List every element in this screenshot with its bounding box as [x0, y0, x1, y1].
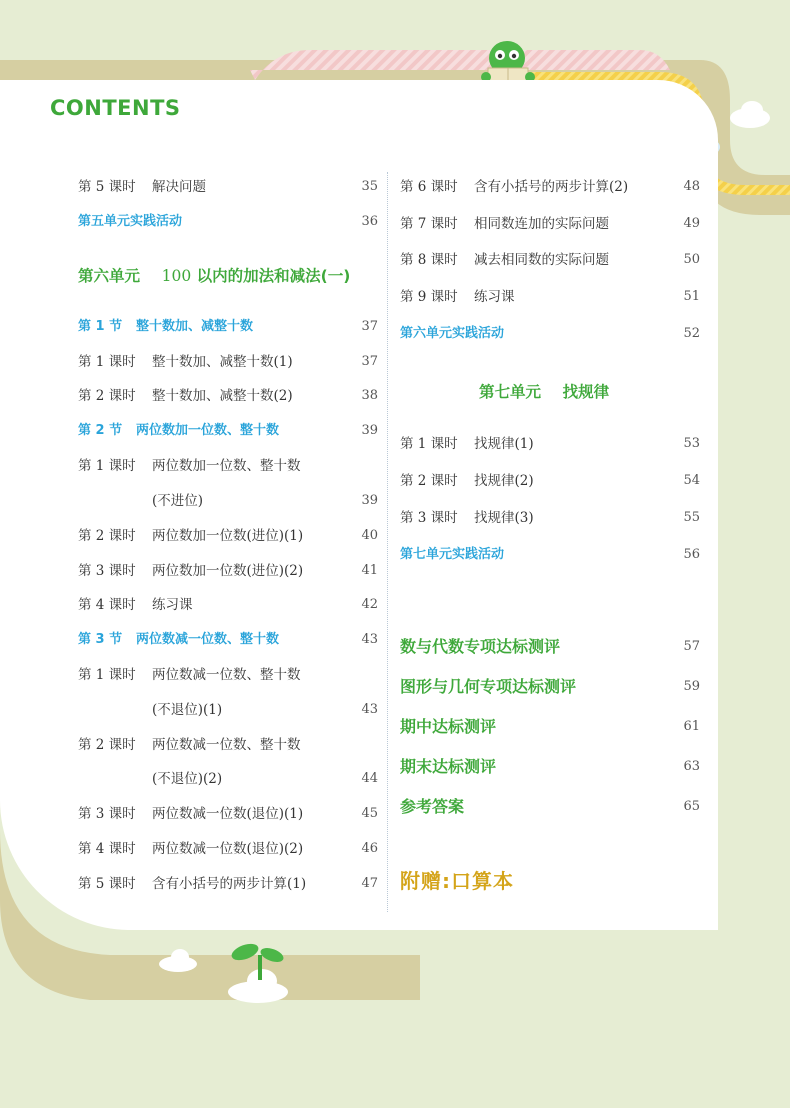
toc-entry-page: 41 [361, 563, 378, 578]
toc-entry-page: 45 [361, 806, 378, 821]
toc-section-entry[interactable] [78, 317, 378, 337]
toc-entry-title: 两位数加一位数(进位)(2) [152, 563, 304, 579]
toc-entry-title: 练习课 [152, 597, 193, 613]
contents-heading: CONTENTS [50, 96, 181, 120]
toc-section-entry[interactable] [78, 421, 378, 441]
toc-entry-page: 53 [683, 436, 700, 451]
gift-note: 附赠:口算本 [400, 869, 514, 893]
toc-entry-title: 整十数加、减整十数(2) [152, 388, 293, 404]
unit-heading[interactable] [78, 264, 350, 286]
toc-entry[interactable] [400, 434, 700, 454]
toc-entry-label: 第 3 课时 [400, 510, 458, 526]
toc-entry-page: 59 [683, 679, 700, 694]
toc-entry-title: 整十数加、减整十数(1) [152, 354, 293, 370]
toc-entry-label: 第 2 课时 [78, 737, 136, 753]
toc-entry-title: 两位数加一位数(进位)(1) [152, 528, 304, 544]
toc-entry-label: 第七单元实践活动 [400, 547, 505, 562]
toc-entry-page: 56 [683, 547, 700, 562]
unit-number: 100 [161, 267, 192, 285]
toc-entry-continuation[interactable] [78, 769, 378, 789]
toc-entry[interactable] [78, 177, 378, 197]
toc-entry-page: 37 [361, 354, 378, 369]
toc-entry-page: 43 [361, 702, 378, 717]
toc-entry-page: 49 [683, 216, 700, 231]
toc-entry-title: (不退位)(2) [152, 771, 223, 787]
unit-label: 第六单元 [78, 267, 141, 285]
toc-entry-page: 52 [683, 326, 700, 341]
toc-test-title: 数与代数专项达标测评 [400, 637, 561, 656]
toc-entry-page: 40 [361, 528, 378, 543]
toc-test-title: 参考答案 [400, 797, 465, 816]
toc-activity-entry[interactable] [78, 212, 378, 232]
toc-entry-page: 51 [683, 289, 700, 304]
toc-entry-label: 第 7 课时 [400, 216, 458, 232]
column-divider [387, 172, 388, 912]
toc-entry-page: 39 [361, 423, 378, 438]
toc-entry[interactable] [400, 471, 700, 491]
toc-test-title: 期中达标测评 [400, 717, 497, 736]
toc-entry-label: 第 1 课时 [400, 436, 458, 452]
toc-test-entry[interactable] [400, 636, 700, 658]
toc-entry[interactable] [78, 735, 378, 755]
toc-entry-label: 第 2 课时 [78, 528, 136, 544]
toc-entry-title: 相同数连加的实际问题 [474, 216, 609, 232]
toc-entry[interactable] [78, 874, 378, 894]
toc-entry-title: 两位数加一位数、整十数 [136, 423, 280, 438]
toc-entry-label: 第 6 课时 [400, 179, 458, 195]
toc-entry-page: 50 [683, 252, 700, 267]
toc-activity-entry[interactable] [400, 545, 700, 565]
toc-entry[interactable] [78, 561, 378, 581]
toc-entry-label: 第 1 课时 [78, 667, 136, 683]
toc-entry[interactable] [78, 839, 378, 859]
toc-entry-label: 第 2 课时 [78, 388, 136, 404]
toc-test-title: 期末达标测评 [400, 757, 497, 776]
toc-entry[interactable] [400, 214, 700, 234]
toc-entry-title: 两位数减一位数、整十数 [136, 632, 280, 647]
cloud-icon [159, 949, 197, 972]
toc-entry-page: 48 [683, 179, 700, 194]
toc-entry-label: 第 1 节 [78, 319, 123, 334]
toc-entry[interactable] [400, 177, 700, 197]
toc-entry-label: 第 3 节 [78, 632, 123, 647]
toc-entry-label: 第 1 课时 [78, 354, 136, 370]
toc-section-entry[interactable] [78, 630, 378, 650]
toc-entry-page: 47 [361, 876, 378, 891]
toc-entry[interactable] [78, 386, 378, 406]
toc-entry-page: 38 [361, 388, 378, 403]
toc-entry-page: 36 [361, 214, 378, 229]
toc-entry-label: 第 1 课时 [78, 458, 136, 474]
toc-entry-page: 55 [683, 510, 700, 525]
toc-activity-entry[interactable] [400, 324, 700, 344]
toc-entry-title: 两位数减一位数(退位)(2) [152, 841, 304, 857]
toc-entry-label: 第 9 课时 [400, 289, 458, 305]
toc-entry-page: 39 [361, 493, 378, 508]
unit-label: 第七单元 [479, 383, 542, 401]
toc-entry-title: 两位数加一位数、整十数 [152, 458, 301, 474]
toc-entry-continuation[interactable] [78, 700, 378, 720]
toc-entry-label: 第 5 课时 [78, 179, 136, 195]
toc-entry-page: 42 [361, 597, 378, 612]
toc-entry-title: 整十数加、减整十数 [136, 319, 254, 334]
toc-entry-title: 两位数减一位数、整十数 [152, 737, 301, 753]
toc-entry-label: 第 5 课时 [78, 876, 136, 892]
toc-entry-title: 两位数减一位数(退位)(1) [152, 806, 304, 822]
toc-entry-title: 找规律(2) [474, 473, 534, 489]
toc-entry[interactable] [400, 508, 700, 528]
toc-entry-label: 第 3 课时 [78, 806, 136, 822]
toc-test-entry[interactable] [400, 796, 700, 818]
toc-entry-label: 第 4 课时 [78, 841, 136, 857]
toc-entry-label: 第六单元实践活动 [400, 326, 505, 341]
toc-entry-page: 57 [683, 639, 700, 654]
toc-entry[interactable] [78, 804, 378, 824]
toc-entry[interactable] [400, 250, 700, 270]
toc-entry-page: 54 [683, 473, 700, 488]
toc-entry-page: 65 [683, 799, 700, 814]
toc-entry-page: 35 [361, 179, 378, 194]
toc-entry-title: 含有小括号的两步计算(2) [474, 179, 629, 195]
toc-test-entry[interactable] [400, 716, 700, 738]
toc-entry-title: 找规律(3) [474, 510, 534, 526]
toc-entry[interactable] [78, 665, 378, 685]
toc-entry-label: 第 3 课时 [78, 563, 136, 579]
toc-entry-title: 减去相同数的实际问题 [474, 252, 609, 268]
unit-title: 以内的加法和减法(一) [196, 267, 351, 285]
toc-entry[interactable] [78, 595, 378, 615]
unit-title: 找规律 [562, 383, 610, 401]
toc-entry-label: 第 8 课时 [400, 252, 458, 268]
toc-entry-label: 第 4 课时 [78, 597, 136, 613]
toc-entry[interactable] [78, 352, 378, 372]
cloud-icon [730, 101, 770, 128]
toc-entry-page: 37 [361, 319, 378, 334]
toc-entry-page: 43 [361, 632, 378, 647]
toc-entry-label: 第 2 课时 [400, 473, 458, 489]
toc-entry-title: 两位数减一位数、整十数 [152, 667, 301, 683]
unit-heading[interactable] [479, 380, 609, 402]
toc-entry[interactable] [78, 456, 378, 476]
toc-entry-label: 第 2 节 [78, 423, 123, 438]
toc-entry-page: 46 [361, 841, 378, 856]
toc-test-title: 图形与几何专项达标测评 [400, 677, 577, 696]
toc-entry-title: 解决问题 [152, 179, 206, 195]
toc-entry-title: (不退位)(1) [152, 702, 223, 718]
toc-entry-title: 练习课 [474, 289, 515, 305]
toc-entry-title: 含有小括号的两步计算(1) [152, 876, 307, 892]
toc-entry-page: 63 [683, 759, 700, 774]
toc-entry-page: 44 [361, 771, 378, 786]
toc-entry-title: (不进位) [152, 493, 204, 509]
toc-entry[interactable] [400, 287, 700, 307]
toc-entry-title: 找规律(1) [474, 436, 534, 452]
toc-entry-continuation[interactable] [78, 491, 378, 511]
toc-test-entry[interactable] [400, 756, 700, 778]
toc-entry-label: 第五单元实践活动 [78, 214, 183, 229]
toc-test-entry[interactable] [400, 676, 700, 698]
toc-entry[interactable] [78, 526, 378, 546]
toc-entry-page: 61 [683, 719, 700, 734]
